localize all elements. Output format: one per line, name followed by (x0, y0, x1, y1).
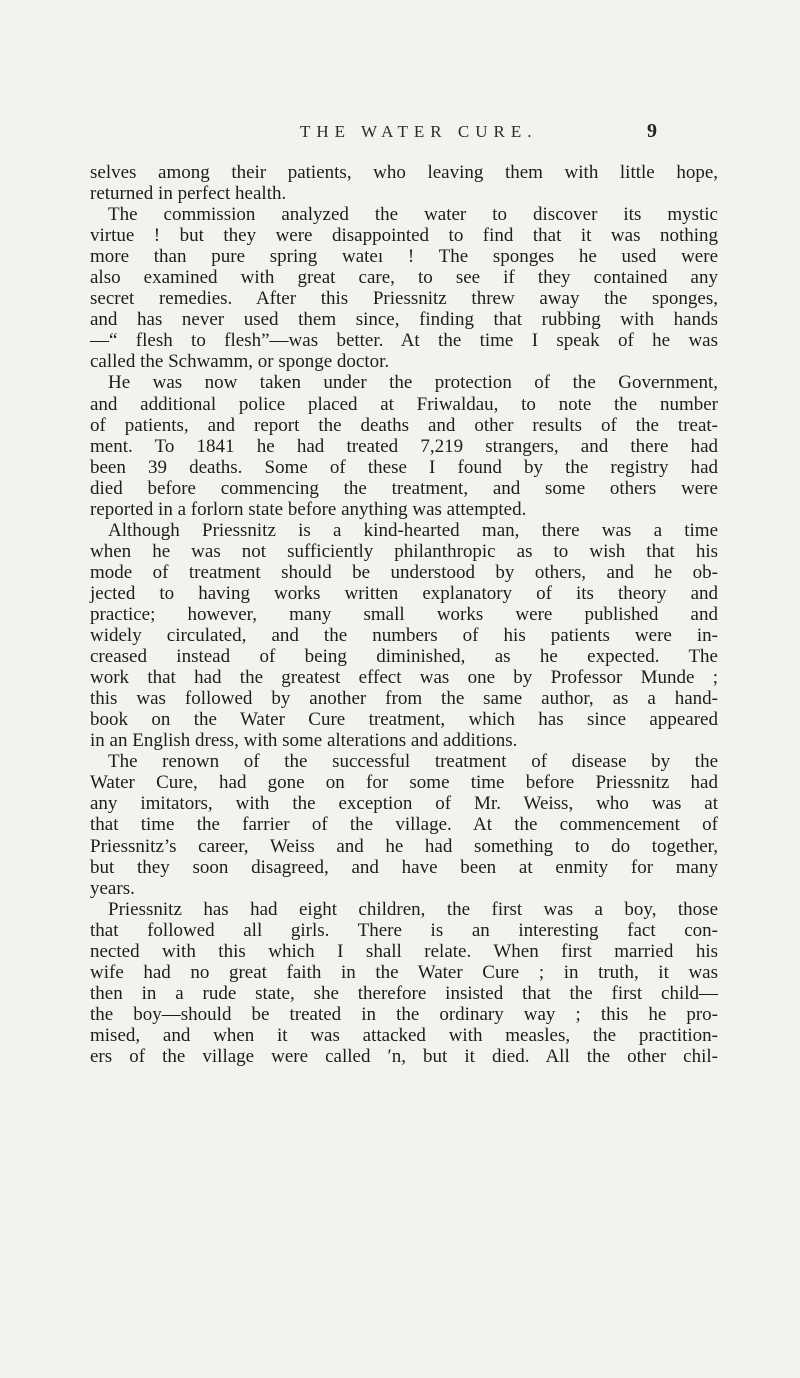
text-line: and additional police placed at Friwaldau, to note the number (90, 393, 718, 415)
text-line: He was now taken under the protection of the Government, (108, 372, 718, 394)
text-line: —“ flesh to flesh”—was better. At the time I speak of he was (90, 330, 718, 352)
text-line: died before commencing the treatment, and some others were (90, 477, 718, 499)
text-line: jected to having works written explanatory of its theory and (90, 582, 718, 604)
text-line: ment. To 1841 he had treated 7,219 strangers, and there had (90, 435, 718, 457)
text-line: mode of treatment should be understood by others, and he ob- (90, 561, 718, 583)
text-line: and has never used them since, finding that rubbing with hands (90, 309, 718, 331)
text-line: when he was not sufficiently philanthropic as to wish that his (90, 540, 718, 562)
text-line: Priessnitz’s career, Weiss and he had something to do together, (90, 835, 718, 857)
body-text (90, 162, 718, 1067)
text-line: creased instead of being diminished, as he expected. The (90, 646, 718, 668)
text-line: returned in perfect health. (90, 183, 287, 205)
text-line: Although Priessnitz is a kind-hearted man, there was a time (108, 519, 718, 541)
text-line: wife had no great faith in the Water Cure ; in truth, it was (90, 961, 718, 983)
text-line: nected with this which I shall relate. When first married his (90, 940, 718, 962)
page-number: 9 (647, 120, 657, 142)
text-line: ers of the village were called ʹn, but it died. All the other chil- (90, 1045, 718, 1067)
text-line: practice; however, many small works were published and (90, 603, 718, 625)
text-line: then in a rude state, she therefore insisted that the first child— (90, 982, 718, 1004)
text-line: Water Cure, had gone on for some time before Priessnitz had (90, 772, 718, 794)
text-line: Priessnitz has had eight children, the first was a boy, those (108, 898, 718, 920)
running-head (0, 122, 800, 152)
text-line: also examined with great care, to see if they contained any (90, 267, 718, 289)
text-line: been 39 deaths. Some of these I found by the registry had (90, 456, 718, 478)
text-line: mised, and when it was attacked with measles, the practition- (90, 1024, 718, 1046)
text-line: that followed all girls. There is an interesting fact con- (90, 919, 718, 941)
text-line: called the Schwamm, or sponge doctor. (90, 351, 390, 373)
text-line: reported in a forlorn state before anything was attempted. (90, 498, 527, 520)
text-line: this was followed by another from the same author, as a hand- (90, 688, 718, 710)
text-line: but they soon disagreed, and have been at enmity for many (90, 856, 718, 878)
text-line: any imitators, with the exception of Mr. Weiss, who was at (90, 793, 718, 815)
text-line: book on the Water Cure treatment, which has since appeared (90, 709, 718, 731)
text-line: that time the farrier of the village. At the commencement of (90, 814, 718, 836)
text-line: the boy—should be treated in the ordinary way ; this he pro- (90, 1003, 718, 1025)
text-line: more than pure spring wateı ! The sponges he used were (90, 246, 718, 268)
text-line: virtue ! but they were disappointed to find that it was nothing (90, 225, 718, 247)
text-line: The commission analyzed the water to discover its mystic (108, 204, 718, 226)
text-line: years. (90, 877, 135, 899)
running-title: THE WATER CURE. (300, 122, 538, 141)
text-line: of patients, and report the deaths and other results of the treat- (90, 414, 718, 436)
text-line: widely circulated, and the numbers of his patients were in- (90, 625, 718, 647)
text-line: The renown of the successful treatment of disease by the (108, 751, 718, 773)
text-line: selves among their patients, who leaving them with little hope, (90, 162, 718, 183)
text-line: secret remedies. After this Priessnitz threw away the sponges, (90, 288, 718, 310)
text-line: in an English dress, with some alterations and additions. (90, 730, 518, 752)
text-line: work that had the greatest effect was one by Professor Munde ; (90, 667, 718, 689)
